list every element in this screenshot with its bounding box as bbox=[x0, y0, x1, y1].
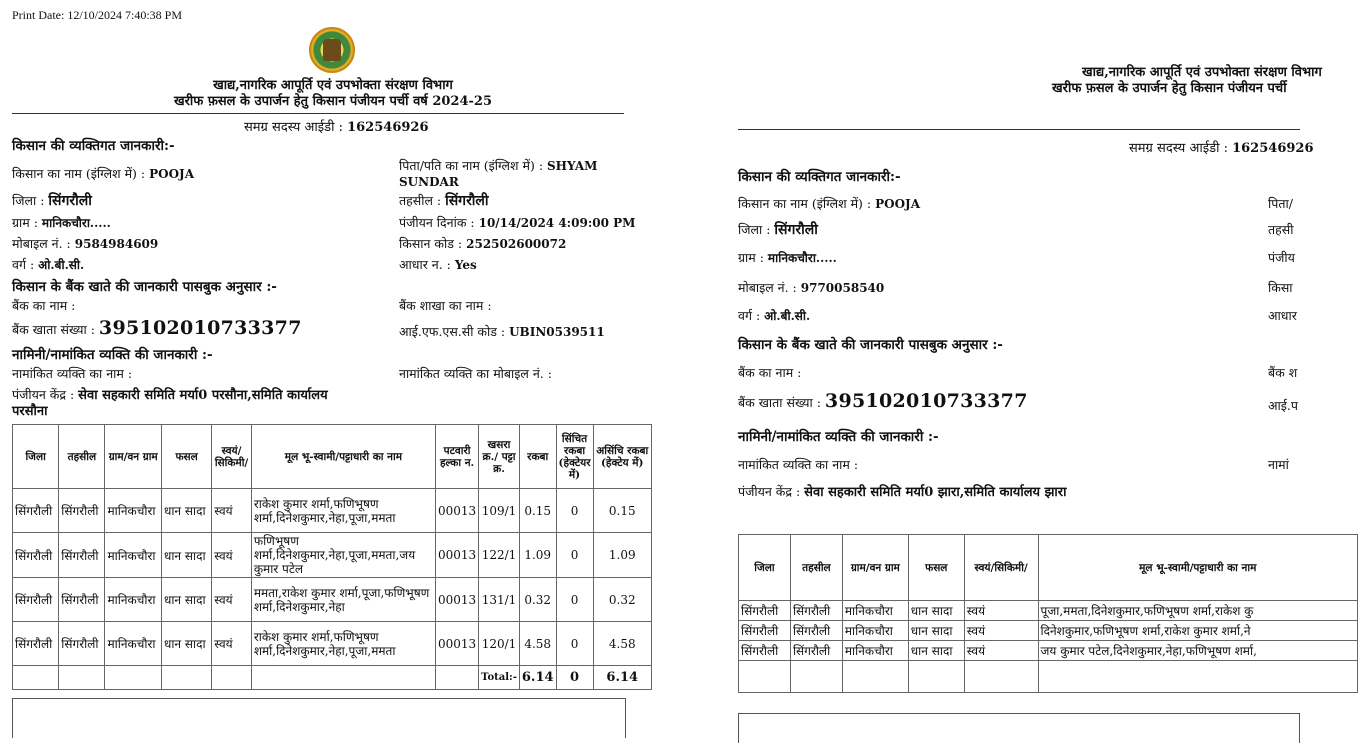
table-cell: 00013 bbox=[435, 489, 478, 533]
table-cell: 0.32 bbox=[593, 578, 652, 622]
table-cell: मानिकचौरा bbox=[842, 601, 908, 621]
table-cell: 1.09 bbox=[519, 533, 556, 578]
table-cell: धान सादा bbox=[161, 489, 211, 533]
table-cell: 0.32 bbox=[519, 578, 556, 622]
table-cell: सिंगरौली bbox=[59, 622, 105, 666]
col-tehsil: तहसील bbox=[59, 425, 105, 489]
tehsil: तहसील : सिंगरौली bbox=[399, 193, 489, 209]
registration-date: पंजीयन दिनांक : 10/14/2024 4:09:00 PM bbox=[399, 215, 636, 230]
mp-government-emblem-icon bbox=[309, 27, 355, 73]
table-cell: सिंगरौली bbox=[13, 578, 59, 622]
table-cell: 109/1 bbox=[479, 489, 520, 533]
table-cell: 00013 bbox=[435, 533, 478, 578]
table-cell: सिंगरौली bbox=[13, 533, 59, 578]
bank-name: बैंक का नाम : bbox=[738, 365, 802, 380]
table-cell: 0.15 bbox=[519, 489, 556, 533]
print-date: Print Date: 12/10/2024 7:40:38 PM bbox=[12, 8, 183, 22]
district: जिला : सिंगरौली bbox=[738, 222, 818, 238]
slip-subtitle: खरीफ फ़सल के उपार्जन हेतु किसान पंजीयन पर्ची bbox=[1052, 81, 1287, 96]
header-divider bbox=[738, 129, 1300, 130]
personal-info-heading: किसान की व्यक्तिगत जानकारी:- bbox=[12, 138, 175, 154]
bank-branch-label: बैंक श bbox=[1268, 365, 1298, 380]
account-number: बैंक खाता संख्या : 395102010733377 bbox=[738, 390, 1028, 412]
mobile-number: मोबाइल नं. : 9770058540 bbox=[738, 280, 885, 295]
table-cell: 0 bbox=[556, 578, 593, 622]
col-crop: फसल bbox=[908, 535, 964, 601]
table-cell: 131/1 bbox=[479, 578, 520, 622]
table-row bbox=[739, 641, 1358, 661]
table-cell: मानिकचौरा bbox=[842, 641, 908, 661]
father-name: पिता/पति का नाम (इंग्लिश में) : SHYAM SUNDAR bbox=[399, 158, 598, 189]
col-area: रकबा bbox=[519, 425, 556, 489]
total-irrigated: 0 bbox=[556, 666, 593, 690]
col-crop: फसल bbox=[161, 425, 211, 489]
table-cell: 0 bbox=[556, 489, 593, 533]
farmer-code: किसान कोड : 252502600072 bbox=[399, 236, 567, 251]
table-cell bbox=[842, 661, 908, 693]
nominee-heading: नामिनी/नामांकित व्यक्ति की जानकारी :- bbox=[12, 347, 213, 363]
total-unirrigated: 6.14 bbox=[593, 666, 652, 690]
table-cell: 120/1 bbox=[479, 622, 520, 666]
mobile-number: मोबाइल नं. : 9584984609 bbox=[12, 236, 159, 251]
department-name: खाद्य,नागरिक आपूर्ति एवं उपभोक्ता संरक्षण विभाग bbox=[1082, 65, 1322, 80]
table-cell: फणिभूषण शर्मा,दिनेशकुमार,नेहा,पूजा,ममता,जय कुमार पटेल bbox=[251, 533, 435, 578]
table-cell: धान सादा bbox=[908, 621, 964, 641]
table-cell bbox=[908, 661, 964, 693]
table-cell bbox=[13, 666, 59, 690]
ifsc-label: आई.प bbox=[1268, 398, 1298, 413]
col-owner-name: मूल भू-स्वामी/पट्टाधारी का नाम bbox=[251, 425, 435, 489]
table-row bbox=[739, 601, 1358, 621]
col-irrigated: सिंचित रकबा (हेक्टेयर में) bbox=[556, 425, 593, 489]
bank-info-heading: किसान के बैंक खाते की जानकारी पासबुक अनुसार :- bbox=[738, 337, 1003, 353]
table-cell bbox=[212, 666, 252, 690]
registration-date-label: पंजीय bbox=[1268, 250, 1295, 265]
table-empty-row bbox=[739, 661, 1358, 693]
registration-slip-right bbox=[726, 0, 1322, 731]
farmer-name: किसान का नाम (इंग्लिश में) : POOJA bbox=[738, 196, 921, 211]
table-cell bbox=[964, 661, 1038, 693]
land-records-table bbox=[12, 424, 652, 690]
table-cell: मानिकचौरा bbox=[105, 578, 161, 622]
table-cell: स्वयं bbox=[964, 621, 1038, 641]
table-row bbox=[739, 621, 1358, 641]
table-cell bbox=[739, 661, 791, 693]
total-label: Total:- bbox=[479, 666, 520, 690]
table-cell: 00013 bbox=[435, 622, 478, 666]
table-row bbox=[13, 489, 652, 533]
bank-branch: बैंक शाखा का नाम : bbox=[399, 298, 492, 313]
table-cell: जय कुमार पटेल,दिनेशकुमार,नेहा,फणिभूषण शर्मा, bbox=[1038, 641, 1357, 661]
samagra-id: समग्र सदस्य आईडी : 162546926 bbox=[1129, 141, 1314, 156]
col-district: जिला bbox=[13, 425, 59, 489]
table-cell: सिंगरौली bbox=[790, 601, 842, 621]
total-area: 6.14 bbox=[519, 666, 556, 690]
table-header-row bbox=[739, 535, 1358, 601]
table-cell: 0 bbox=[556, 533, 593, 578]
col-village: ग्राम/वन ग्राम bbox=[105, 425, 161, 489]
table-cell bbox=[105, 666, 161, 690]
table-cell: सिंगरौली bbox=[739, 641, 791, 661]
table-cell: 122/1 bbox=[479, 533, 520, 578]
table-cell: स्वयं bbox=[212, 489, 252, 533]
tehsil-label: तहसी bbox=[1268, 222, 1294, 237]
table-cell: स्वयं bbox=[964, 641, 1038, 661]
table-cell: 4.58 bbox=[593, 622, 652, 666]
col-tehsil: तहसील bbox=[790, 535, 842, 601]
father-name-label: पिता/ bbox=[1268, 196, 1293, 211]
nominee-name: नामांकित व्यक्ति का नाम : bbox=[738, 457, 859, 472]
footer-box bbox=[12, 698, 626, 738]
table-cell: सिंगरौली bbox=[59, 533, 105, 578]
table-cell bbox=[435, 666, 478, 690]
table-cell: राकेश कुमार शर्मा,फणिभूषण शर्मा,दिनेशकुमार,नेहा,पूजा,ममता bbox=[251, 622, 435, 666]
table-cell: सिंगरौली bbox=[13, 622, 59, 666]
table-header-row bbox=[13, 425, 652, 489]
table-cell: सिंगरौली bbox=[790, 621, 842, 641]
header-divider bbox=[12, 113, 624, 114]
category: वर्ग : ओ.बी.सी. bbox=[738, 308, 811, 323]
table-cell: 4.58 bbox=[519, 622, 556, 666]
table-cell: सिंगरौली bbox=[739, 621, 791, 641]
nominee-name: नामांकित व्यक्ति का नाम : bbox=[12, 366, 133, 381]
farmer-name: किसान का नाम (इंग्लिश में) : POOJA bbox=[12, 166, 195, 181]
table-cell: सिंगरौली bbox=[13, 489, 59, 533]
table-cell bbox=[790, 661, 842, 693]
table-cell: मानिकचौरा bbox=[105, 622, 161, 666]
col-village: ग्राम/वन ग्राम bbox=[842, 535, 908, 601]
table-cell: स्वयं bbox=[212, 578, 252, 622]
table-row bbox=[13, 578, 652, 622]
table-cell: 0.15 bbox=[593, 489, 652, 533]
land-records-table bbox=[738, 534, 1358, 693]
col-owner-name: मूल भू-स्वामी/पट्टाधारी का नाम bbox=[1038, 535, 1357, 601]
slip-subtitle: खरीफ फ़सल के उपार्जन हेतु किसान पंजीयन पर्ची वर्ष 2024-25 bbox=[173, 94, 493, 109]
table-cell: राकेश कुमार शर्मा,फणिभूषण शर्मा,दिनेशकुमार,नेहा,पूजा,ममता bbox=[251, 489, 435, 533]
table-cell bbox=[59, 666, 105, 690]
nominee-mobile: नामांकित व्यक्ति का मोबाइल नं. : bbox=[399, 366, 552, 381]
registration-slip-left bbox=[0, 0, 649, 731]
footer-box bbox=[738, 713, 1300, 743]
col-district: जिला bbox=[739, 535, 791, 601]
table-cell: मानिकचौरा bbox=[105, 533, 161, 578]
table-total-row bbox=[13, 666, 652, 690]
registration-centre: पंजीयन केंद्र : सेवा सहकारी समिति मर्या0 झारा,समिति कार्यालय झारा bbox=[738, 484, 1067, 500]
district: जिला : सिंगरौली bbox=[12, 193, 92, 209]
category: वर्ग : ओ.बी.सी. bbox=[12, 257, 85, 272]
col-khasra: खसरा क्र./ पट्टा क्र. bbox=[479, 425, 520, 489]
nominee-mobile-label: नामां bbox=[1268, 457, 1289, 472]
table-cell: सिंगरौली bbox=[739, 601, 791, 621]
table-cell: धान सादा bbox=[908, 601, 964, 621]
table-cell: धान सादा bbox=[908, 641, 964, 661]
table-cell: 00013 bbox=[435, 578, 478, 622]
col-ownership: स्वयं/सिकिमी/ bbox=[964, 535, 1038, 601]
village: ग्राम : मानिकचौरा..... bbox=[12, 215, 111, 230]
table-cell: 0 bbox=[556, 622, 593, 666]
ifsc-code: आई.एफ.एस.सी कोड : UBIN0539511 bbox=[399, 324, 605, 339]
table-cell: 1.09 bbox=[593, 533, 652, 578]
registration-centre: पंजीयन केंद्र : सेवा सहकारी समिति मर्या0 परसौना,समिति कार्यालय परसौना bbox=[12, 387, 328, 419]
table-cell: धान सादा bbox=[161, 533, 211, 578]
table-cell: सिंगरौली bbox=[59, 578, 105, 622]
table-cell: धान सादा bbox=[161, 622, 211, 666]
table-cell bbox=[161, 666, 211, 690]
farmer-code-label: किसा bbox=[1268, 280, 1293, 295]
table-cell: मानिकचौरा bbox=[842, 621, 908, 641]
table-cell: स्वयं bbox=[964, 601, 1038, 621]
table-cell: मानिकचौरा bbox=[105, 489, 161, 533]
aadhaar-label: आधार bbox=[1268, 308, 1297, 323]
department-name: खाद्य,नागरिक आपूर्ति एवं उपभोक्ता संरक्षण विभाग bbox=[213, 78, 453, 93]
col-patwari: पटवारी हल्का न. bbox=[435, 425, 478, 489]
table-cell: धान सादा bbox=[161, 578, 211, 622]
col-ownership: स्वयं/ सिकिमी/ bbox=[212, 425, 252, 489]
table-cell: स्वयं bbox=[212, 622, 252, 666]
table-cell: सिंगरौली bbox=[59, 489, 105, 533]
account-number: बैंक खाता संख्या : 395102010733377 bbox=[12, 317, 302, 339]
table-cell: ममता,राकेश कुमार शर्मा,पूजा,फणिभूषण शर्मा,दिनेशकुमार,नेहा bbox=[251, 578, 435, 622]
nominee-heading: नामिनी/नामांकित व्यक्ति की जानकारी :- bbox=[738, 429, 939, 445]
table-cell: पूजा,ममता,दिनेशकुमार,फणिभूषण शर्मा,राकेश कु bbox=[1038, 601, 1357, 621]
aadhaar: आधार न. : Yes bbox=[399, 257, 477, 272]
bank-name: बैंक का नाम : bbox=[12, 298, 76, 313]
table-cell bbox=[1038, 661, 1357, 693]
personal-info-heading: किसान की व्यक्तिगत जानकारी:- bbox=[738, 169, 901, 185]
table-row bbox=[13, 622, 652, 666]
village: ग्राम : मानिकचौरा..... bbox=[738, 250, 837, 265]
col-unirrigated: असिंचि रकबा (हेक्टेय में) bbox=[593, 425, 652, 489]
table-cell bbox=[251, 666, 435, 690]
table-cell: सिंगरौली bbox=[790, 641, 842, 661]
table-cell: स्वयं bbox=[212, 533, 252, 578]
table-cell: दिनेशकुमार,फणिभूषण शर्मा,राकेश कुमार शर्मा,ने bbox=[1038, 621, 1357, 641]
samagra-id: समग्र सदस्य आईडी : 162546926 bbox=[244, 120, 429, 135]
bank-info-heading: किसान के बैंक खाते की जानकारी पासबुक अनुसार :- bbox=[12, 279, 277, 295]
table-row bbox=[13, 533, 652, 578]
